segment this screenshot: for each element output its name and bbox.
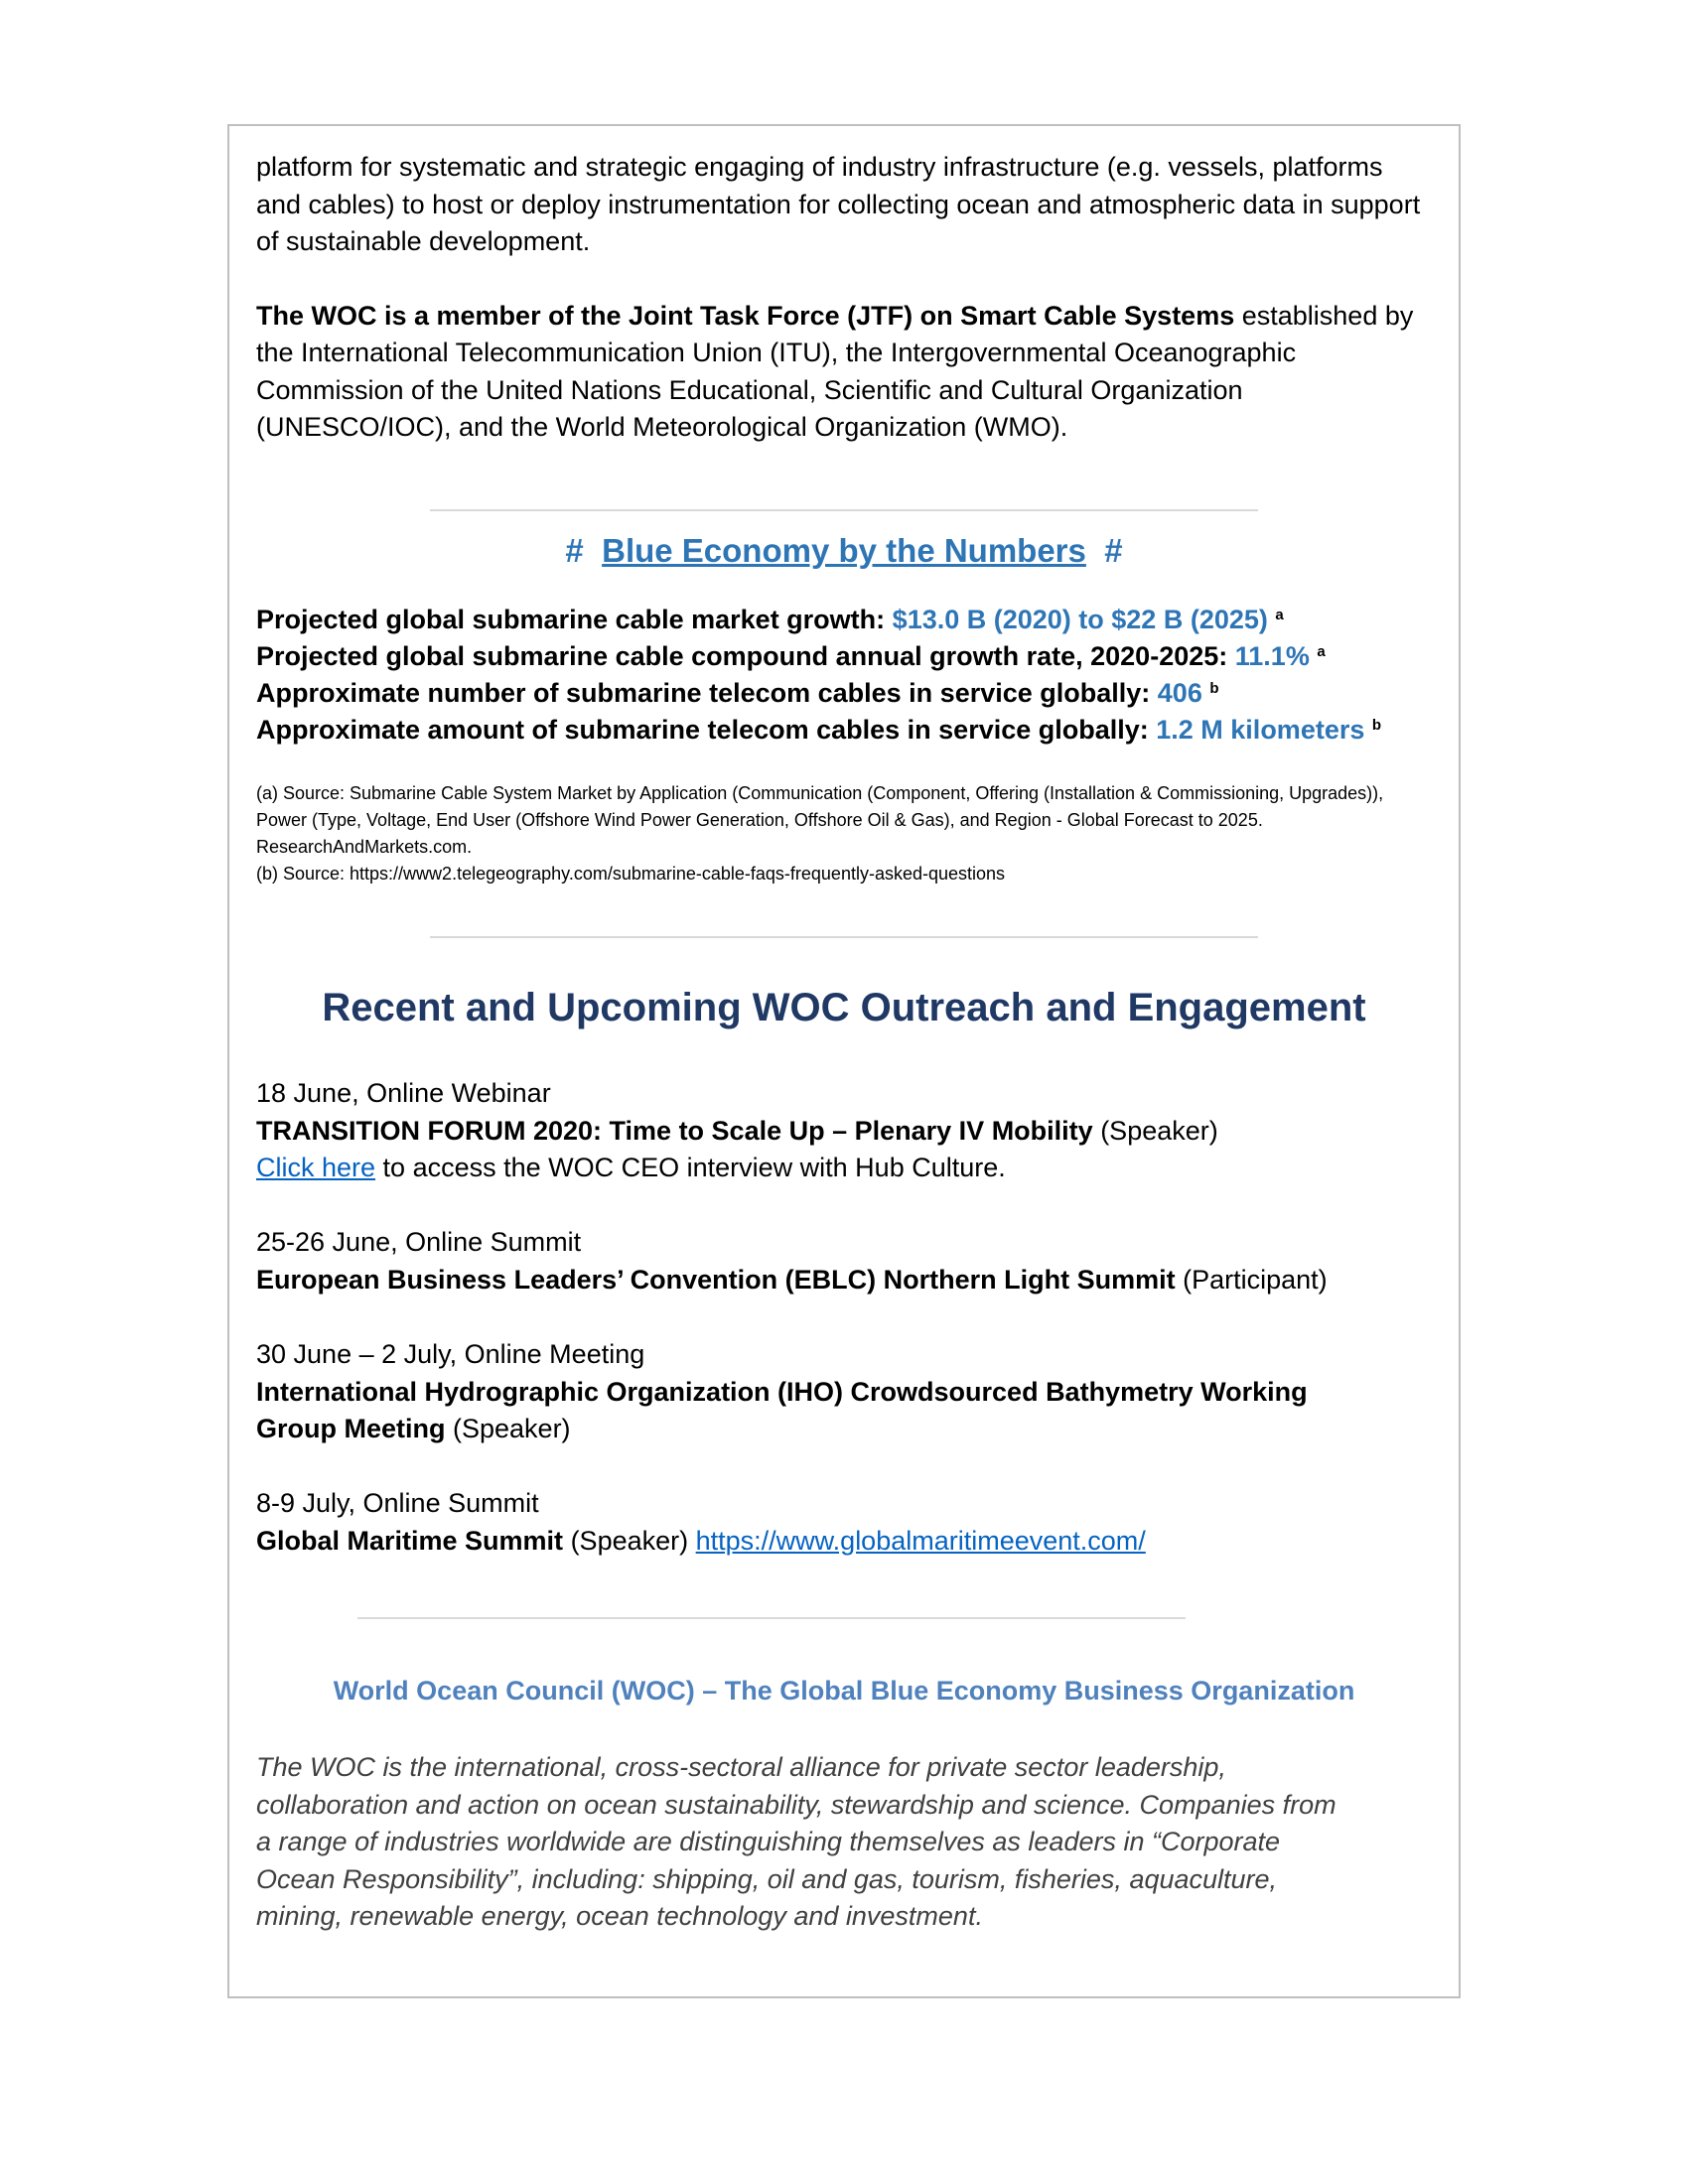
event-title: European Business Leaders’ Convention (EBLC) Northern Light Summit xyxy=(256,1264,1176,1295)
stat-label: Projected global submarine cable compound annual growth rate, 2020-2025: xyxy=(256,641,1235,671)
stat-row xyxy=(256,605,1284,635)
event-role: (Speaker) xyxy=(445,1414,571,1443)
org-title: World Ocean Council (WOC) – The Global Blue Economy Business Organization xyxy=(333,1676,1355,1706)
stat-label: Approximate number of submarine telecom cables in service globally: xyxy=(256,678,1158,708)
outreach-title: Recent and Upcoming WOC Outreach and Engagement xyxy=(322,986,1366,1029)
hash-right: # xyxy=(1104,532,1123,569)
intro-section xyxy=(256,149,1428,447)
event-title: TRANSITION FORUM 2020: Time to Scale Up – Plenary IV Mobility xyxy=(256,1115,1093,1146)
click-here-link[interactable]: Click here xyxy=(256,1153,376,1182)
link-description: to access the WOC CEO interview with Hub Culture. xyxy=(375,1153,1006,1182)
stat-row xyxy=(256,678,1219,709)
jtf-rest-text: established by the International Telecommunication Union (ITU), the Intergovernmental Oceanographic Commission of the United Nations Educational, Scientific and Cultural Organization (UNESCO/IOC), and the World Meteorological Organization (WMO). xyxy=(256,300,1414,442)
event-url-link[interactable]: https://www.globalmaritimeevent.com/ xyxy=(695,1525,1146,1556)
intro-paragraph: platform for systematic and strategic engaging of industry infrastructure (e.g. vessels, platforms and cables) to host or deploy instrumentation for collecting ocean and atmospheric data in support of sustainable development. xyxy=(256,152,1421,256)
jtf-bold-text: The WOC is a member of the Joint Task Force (JTF) on Smart Cable Systems xyxy=(256,300,1235,331)
stat-value: $13.0 B (2020) to $22 B (2025) xyxy=(892,605,1268,634)
event-date: 30 June – 2 July, Online Meeting xyxy=(256,1339,645,1369)
stat-label: Projected global submarine cable market growth: xyxy=(256,605,893,634)
stat-footnote: a xyxy=(1275,607,1284,623)
divider xyxy=(430,509,1258,511)
numbers-title: Blue Economy by the Numbers xyxy=(602,532,1086,569)
event-title: International Hydrographic Organization (IHO) Crowdsourced Bathymetry Working Group Meeting xyxy=(256,1376,1308,1443)
stat-footnote: b xyxy=(1209,680,1219,697)
event-role: (Speaker) xyxy=(1092,1115,1218,1146)
divider xyxy=(430,936,1258,938)
stat-value: 406 xyxy=(1157,678,1202,708)
stat-row xyxy=(256,715,1381,746)
stat-label: Approximate amount of submarine telecom cables in service globally: xyxy=(256,715,1157,745)
stat-footnote: a xyxy=(1317,643,1326,660)
event-item xyxy=(256,1224,1428,1298)
org-description: The WOC is the international, cross-sectoral alliance for private sector leadership, collaboration and action on ocean sustainability, stewardship and science. Companies from a range of industries worldwide are distinguishing themselves as leaders in “Corporate Ocean Responsibility”, including: shipping, oil and gas, tourism, fisheries, aquaculture, mining, renewable energy, ocean technology and investment. xyxy=(256,1752,1336,1931)
stat-value: 1.2 M kilometers xyxy=(1156,715,1365,745)
stat-value: 11.1% xyxy=(1234,641,1310,671)
event-item xyxy=(256,1485,1428,1560)
divider xyxy=(357,1617,1186,1619)
hash-left: # xyxy=(565,532,584,569)
source-b: (b) Source: https://www2.telegeography.com/submarine-cable-faqs-frequently-asked-questions xyxy=(256,864,1006,884)
event-item xyxy=(256,1075,1428,1187)
jtf-paragraph xyxy=(256,298,1428,447)
event-role: (Participant) xyxy=(1175,1264,1328,1295)
event-role: (Speaker) xyxy=(563,1525,696,1556)
event-date: 25-26 June, Online Summit xyxy=(256,1227,582,1257)
event-title: Global Maritime Summit xyxy=(256,1525,564,1556)
source-a: (a) Source: Submarine Cable System Market by Application (Communication (Component, Offering (Installation & Commissioning, Upgrades)), Power (Type, Voltage, End User (Offshore Wind Power Generation, Offshore Oil & Gas), and Region - Global Forecast to 2025. ResearchAndMarkets.com. xyxy=(256,783,1384,857)
numbers-heading xyxy=(227,532,1461,570)
event-date: 8-9 July, Online Summit xyxy=(256,1488,539,1518)
stat-row xyxy=(256,641,1326,672)
stat-footnote: b xyxy=(1371,717,1382,734)
event-item xyxy=(256,1336,1388,1448)
event-date: 18 June, Online Webinar xyxy=(256,1078,551,1108)
